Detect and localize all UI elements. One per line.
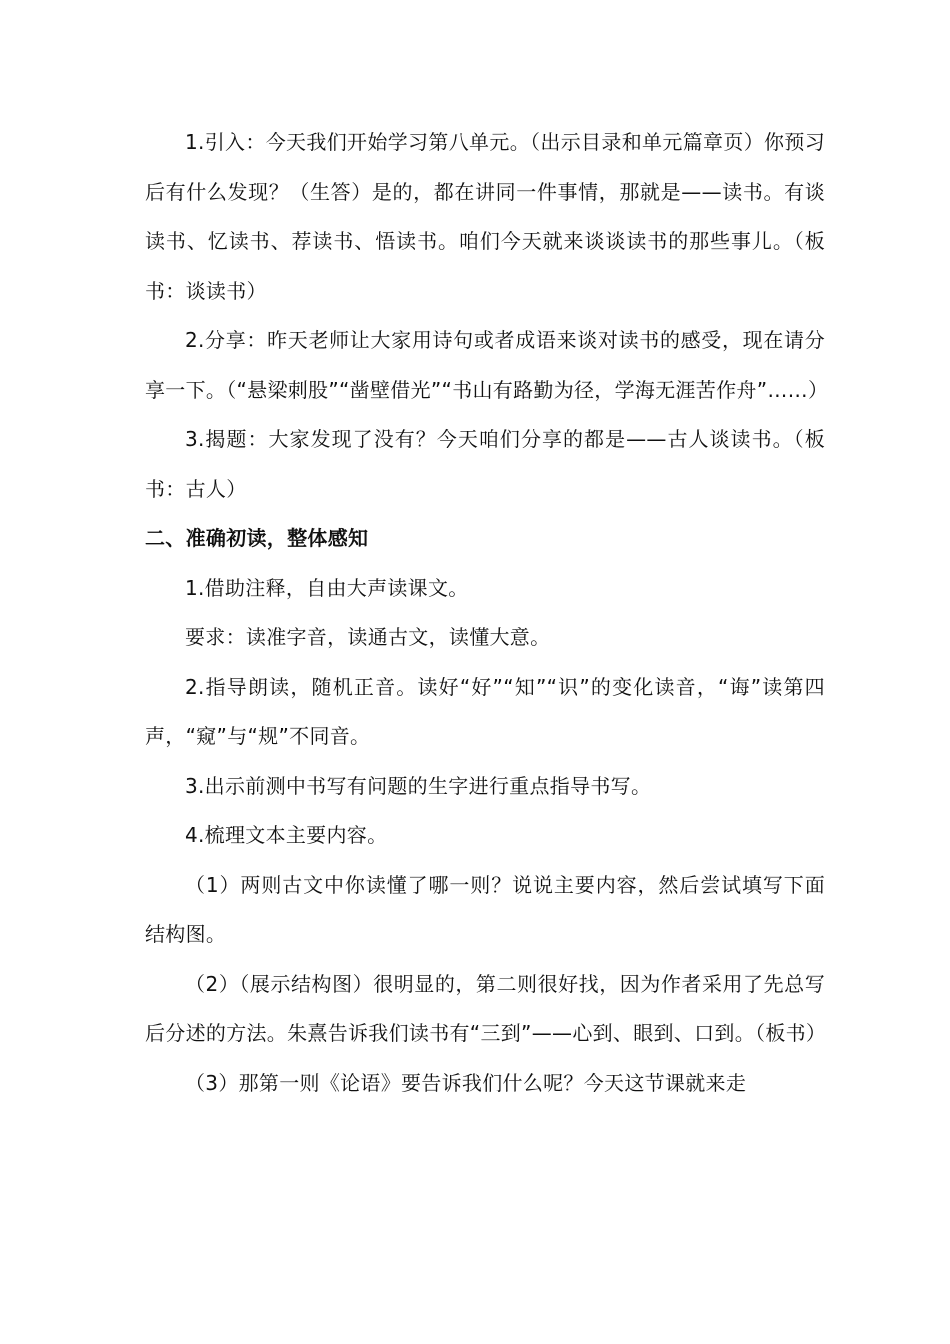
paragraph-step-1-requirement: 要求：读准字音，读通古文，读懂大意。: [185, 625, 551, 649]
section-heading: 二、准确初读，整体感知: [145, 526, 369, 550]
paragraph-share: 2.分享：昨天老师让大家用诗句或者成语来谈对读书的感受，现在请分享一下。（“悬梁刺股”“凿壁借光”“书山有路勤为径，学海无涯苦作舟”……）: [145, 328, 829, 402]
paragraph-intro: 1.引入：今天我们开始学习第八单元。（出示目录和单元篇章页）你预习后有什么发现？（生答）是的，都在讲同一件事情，那就是——读书。有谈读书、忆读书、荐读书、悟读书。咱们今天就来谈谈读书的那些事儿。（板书：谈读书）: [145, 130, 825, 303]
paragraph-reveal: 3.揭题：大家发现了没有？今天咱们分享的都是——古人谈读书。（板书：古人）: [145, 427, 825, 501]
paragraph-sub-1: （1）两则古文中你读懂了哪一则？说说主要内容，然后尝试填写下面结构图。: [145, 872, 825, 946]
paragraph-sub-2: （2）（展示结构图）很明显的，第二则很好找，因为作者采用了先总写后分述的方法。朱熹告诉我们读书有“三到”——心到、眼到、口到。（板书）: [145, 971, 827, 1045]
paragraph-step-4: 4.梳理文本主要内容。: [185, 823, 388, 847]
paragraph-step-2: 2.指导朗读，随机正音。读好“好”“知”“识”的变化读音，“诲”读第四声，“窥”与“规”不同音。: [145, 674, 825, 748]
paragraph-step-1: 1.借助注释，自由大声读课文。: [185, 575, 469, 600]
paragraph-step-3: 3.出示前测中书写有问题的生字进行重点指导书写。: [185, 773, 652, 798]
paragraph-sub-3: （3）那第一则《论语》要告诉我们什么呢？今天这节课就来走: [185, 1070, 747, 1095]
document-body: [145, 118, 829, 1108]
